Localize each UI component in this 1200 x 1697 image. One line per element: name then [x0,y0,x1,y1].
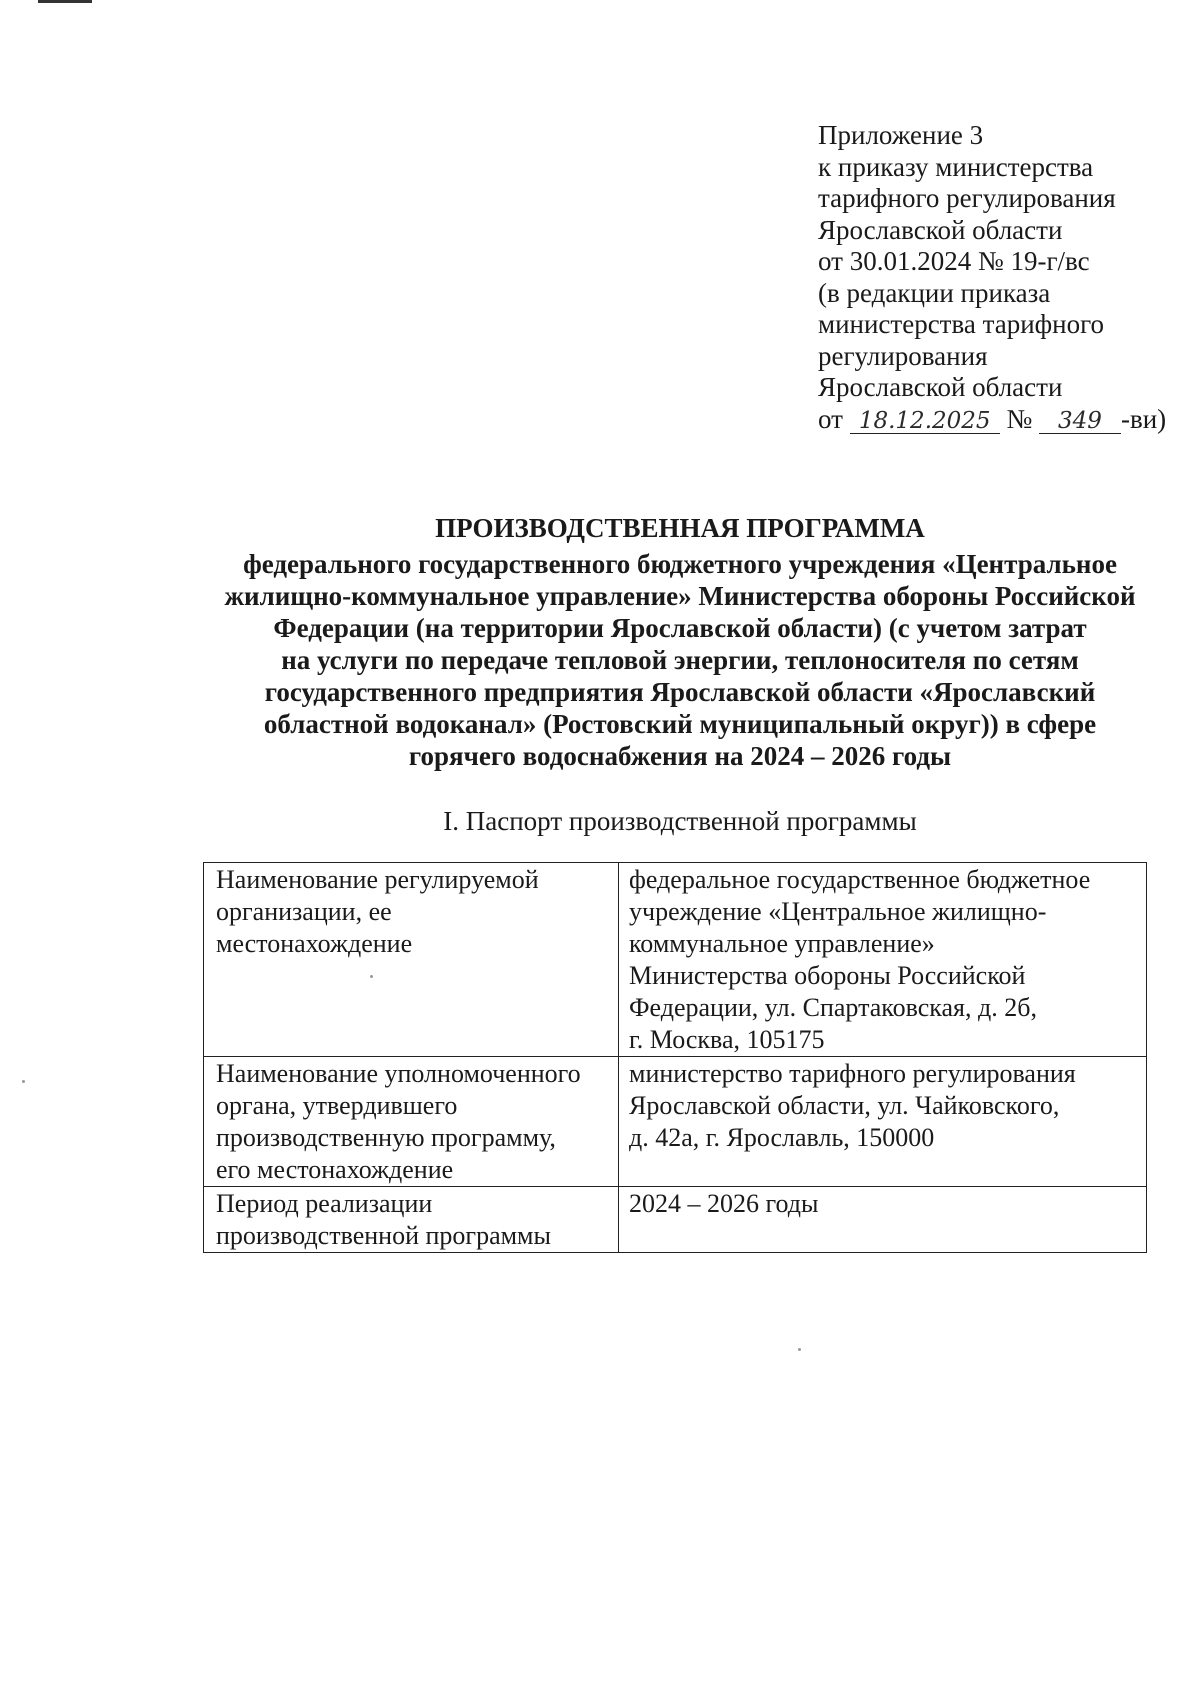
appendix-line: министерства тарифного [818,309,1105,339]
cell-text: организации, ее [216,897,392,926]
cell-text: федеральное государственное бюджетное [629,865,1091,894]
number-sign: № [1006,403,1033,434]
cell-text: его местонахождение [216,1155,454,1184]
scan-speck [22,1080,25,1083]
scan-corner-mark [38,0,92,3]
cell-text: Ярославской области, ул. Чайковского, [629,1091,1060,1120]
cell-text: 2024 – 2026 годы [629,1189,819,1218]
cell-text: Федерации, ул. Спартаковская, д. 2б, [629,993,1037,1022]
cell-text: органа, утвердившего [216,1091,458,1120]
table-row [204,863,1147,1057]
table-row [204,1057,1147,1187]
cell-text: учреждение «Центральное жилищно- [629,897,1047,926]
cell-text: г. Москва, 105175 [629,1025,825,1054]
cell-text: коммунальное управление» [629,929,935,958]
appendix-line: Ярославской области [818,372,1063,402]
table-cell-label [204,1057,619,1187]
cell-text: производственную программу, [216,1123,556,1152]
cell-text: д. 42а, г. Ярославль, 150000 [629,1123,935,1152]
scan-speck [370,975,373,978]
title-line: на услуги по передаче тепловой энергии, теплоносителя по сетям [281,645,1079,675]
handwritten-number: 349 [1039,409,1121,434]
title-line: жилищно-коммунальное управление» Министерства обороны Российской [224,581,1136,611]
appendix-line: тарифного регулирования [818,183,1116,213]
title-line: федерального государственного бюджетного учреждения «Центральное [243,549,1117,579]
cell-text: Наименование уполномоченного [216,1059,581,1088]
table-row [204,1187,1147,1253]
appendix-line: от 30.01.2024 № 19-г/вс [818,246,1090,276]
appendix-line: регулирования [818,340,988,371]
cell-text: производственной программы [216,1221,551,1250]
table-cell-label [204,1187,619,1253]
appendix-line: Приложение 3 [818,120,984,150]
cell-text: Наименование регулируемой [216,865,539,894]
appendix-last-line [818,404,1166,436]
table-cell-label [204,863,619,1057]
appendix-block [818,120,1166,435]
scan-speck [798,1348,801,1351]
passport-table [203,862,1147,1253]
cell-text: местонахождение [216,929,413,958]
title-heading: ПРОИЗВОДСТВЕННАЯ ПРОГРАММА [435,513,925,543]
appendix-line: к приказу министерства [818,151,1094,182]
table-cell-value [619,1057,1147,1187]
handwritten-date: 18.12.2025 [850,409,1000,434]
title-line: горячего водоснабжения на 2024 – 2026 годы [408,741,952,771]
table-cell-value [619,1187,1147,1253]
section-title: I. Паспорт производственной программы [443,806,917,836]
appendix-line: (в редакции приказа [818,277,1051,308]
cell-text: Министерства обороны Российской [629,961,1026,990]
table-cell-value [619,863,1147,1057]
cell-text: министерство тарифного регулирования [629,1059,1076,1088]
appendix-date-prefix: от [818,403,843,434]
appendix-line: Ярославской области [818,214,1063,245]
document-title [180,512,1180,772]
title-line: государственного предприятия Ярославской области «Ярославский [264,677,1096,707]
appendix-suffix: -ви) [1120,403,1167,434]
cell-text: Период реализации [216,1189,433,1218]
title-line: областной водоканал» (Ростовский муниципальный округ)) в сфере [263,709,1097,739]
title-line: Федерации (на территории Ярославской области) (с учетом затрат [273,613,1087,643]
